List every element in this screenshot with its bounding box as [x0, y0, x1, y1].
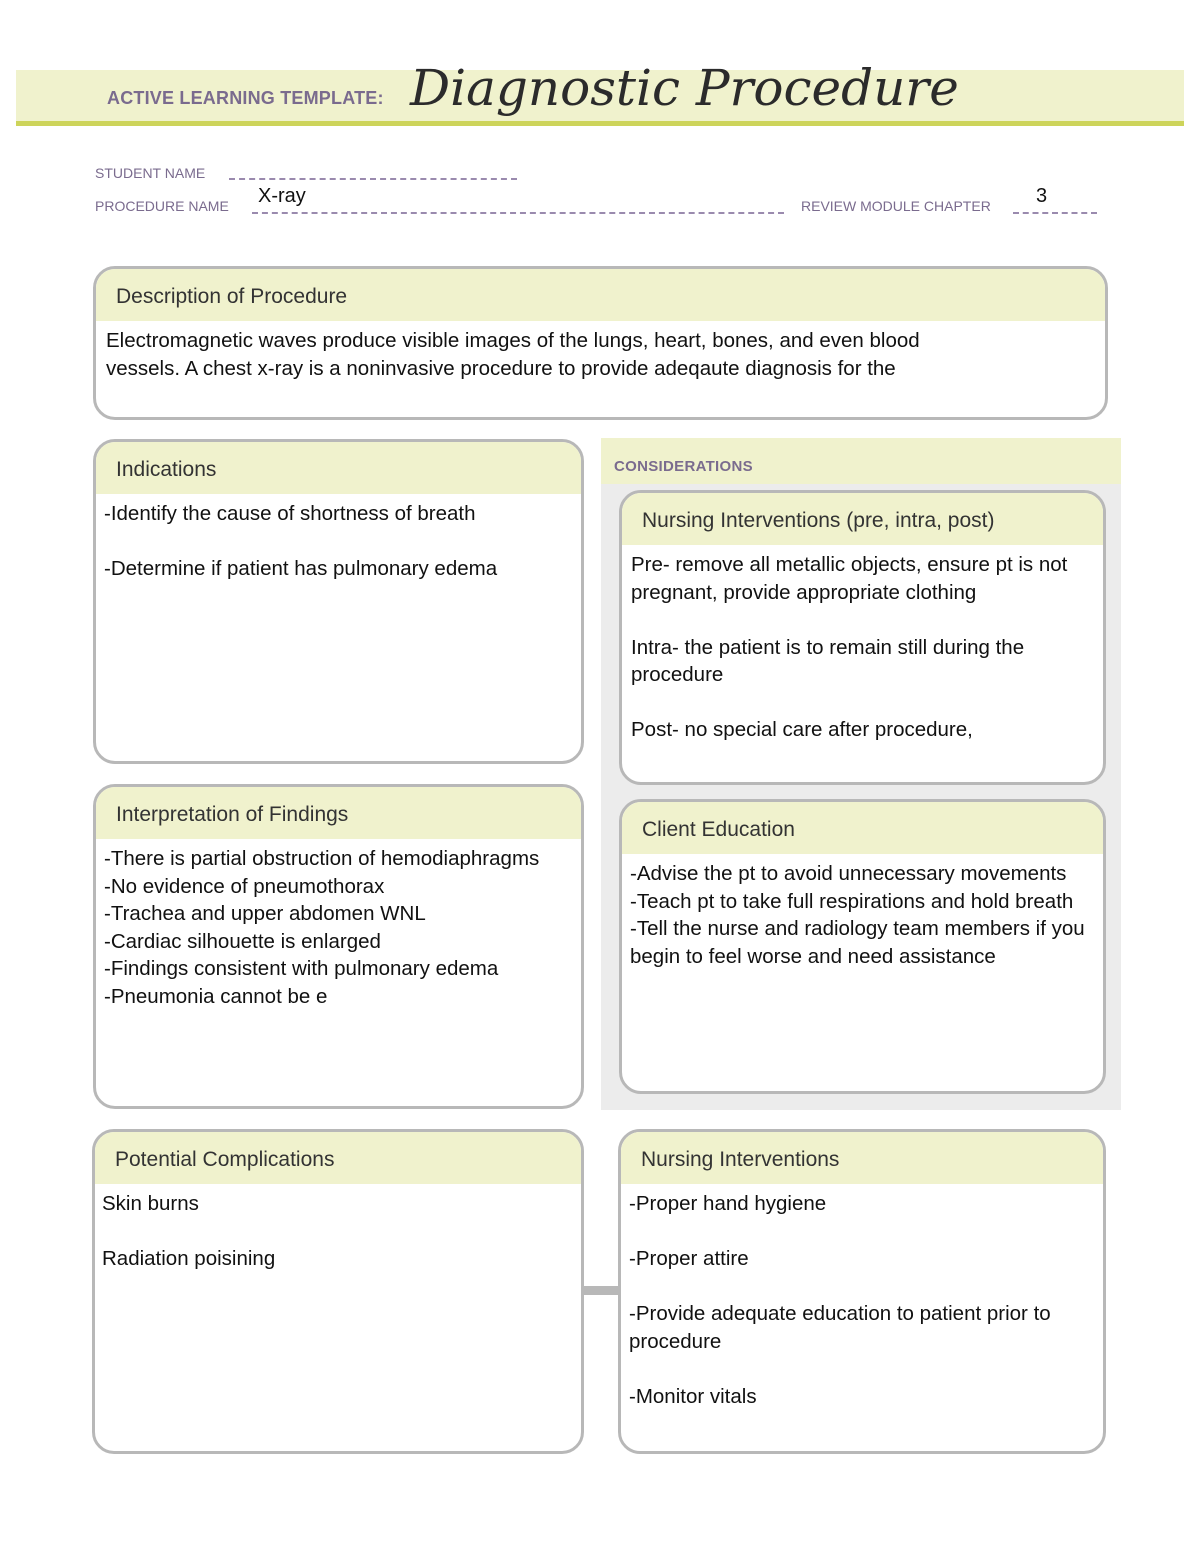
nursing-interventions-header: Nursing Interventions	[621, 1132, 1103, 1184]
nursing-interventions-box	[618, 1129, 1106, 1454]
procedure-name-label: PROCEDURE NAME	[95, 198, 229, 214]
template-label: ACTIVE LEARNING TEMPLATE:	[107, 88, 384, 108]
education-item: -Tell the nurse and radiology team members if you begin to feel worse and need assistance	[630, 917, 1085, 968]
education-item: -Teach pt to take full respirations and hold breath	[630, 889, 1074, 913]
complication-item: Skin burns	[102, 1192, 199, 1215]
indications-box	[93, 439, 584, 764]
page-title: Diagnostic Procedure	[410, 59, 959, 117]
student-name-field[interactable]	[229, 178, 517, 180]
nursing-intervention-item: -Provide adequate education to patient prior to procedure	[629, 1302, 1051, 1353]
review-module-chapter-value: 3	[1036, 185, 1048, 207]
student-name-label: STUDENT NAME	[95, 165, 206, 181]
client-education-body[interactable]	[622, 854, 1103, 970]
description-header: Description of Procedure	[96, 269, 1105, 321]
interpretation-box	[93, 784, 584, 1109]
finding-item: -Cardiac silhouette is enlarged	[104, 929, 381, 953]
nursing-interventions-body[interactable]	[621, 1184, 1103, 1410]
nursing-intervention-item: -Monitor vitals	[629, 1384, 757, 1408]
finding-item: -Pneumonia cannot be e	[104, 984, 328, 1008]
client-education-header: Client Education	[622, 802, 1103, 854]
nursing-interventions-pip-header: Nursing Interventions (pre, intra, post)	[622, 493, 1103, 545]
description-line: vessels. A chest x-ray is a noninvasive procedure to provide adeqaute diagnosis for the	[106, 356, 896, 380]
indications-body[interactable]	[96, 494, 581, 583]
intervention-item: Post- no special care after procedure,	[631, 718, 973, 741]
complication-item: Radiation poisining	[102, 1247, 276, 1270]
description-line: Electromagnetic waves produce visible images of the lungs, heart, bones, and even blood	[106, 329, 920, 352]
complications-header: Potential Complications	[95, 1132, 581, 1184]
interpretation-header: Interpretation of Findings	[96, 787, 581, 839]
finding-item: -Trachea and upper abdomen WNL	[104, 902, 426, 925]
client-education-box	[619, 799, 1106, 1094]
indications-header: Indications	[96, 442, 581, 494]
finding-item: -Findings consistent with pulmonary edema	[104, 957, 499, 980]
indication-item: -Determine if patient has pulmonary edema	[104, 557, 498, 580]
complications-body[interactable]	[95, 1184, 581, 1273]
title-rule	[16, 121, 1184, 126]
considerations-label: CONSIDERATIONS	[614, 458, 753, 475]
description-box	[93, 266, 1108, 420]
intervention-item: Intra- the patient is to remain still during the procedure	[631, 635, 1025, 686]
procedure-name-field[interactable]	[252, 212, 784, 214]
description-body[interactable]	[96, 321, 1105, 382]
nursing-interventions-pip-box	[619, 490, 1106, 785]
complications-box	[92, 1129, 584, 1454]
procedure-name-value: X-ray	[258, 185, 306, 207]
nursing-intervention-item: -Proper attire	[629, 1247, 749, 1270]
intervention-item: Pre- remove all metallic objects, ensure pt is not pregnant, provide appropriate clothing	[631, 553, 1068, 604]
nursing-interventions-pip-body[interactable]	[622, 545, 1103, 744]
finding-item: -No evidence of pneumothorax	[104, 874, 385, 898]
review-module-chapter-label: REVIEW MODULE CHAPTER	[801, 198, 991, 214]
education-item: -Advise the pt to avoid unnecessary movements	[630, 862, 1067, 885]
review-module-chapter-field[interactable]	[1013, 212, 1097, 214]
indication-item: -Identify the cause of shortness of breath	[104, 502, 476, 525]
connector-bar	[584, 1286, 620, 1295]
finding-item: -There is partial obstruction of hemodiaphragms	[104, 847, 540, 870]
nursing-intervention-item: -Proper hand hygiene	[629, 1192, 827, 1215]
interpretation-body[interactable]	[96, 839, 581, 1010]
